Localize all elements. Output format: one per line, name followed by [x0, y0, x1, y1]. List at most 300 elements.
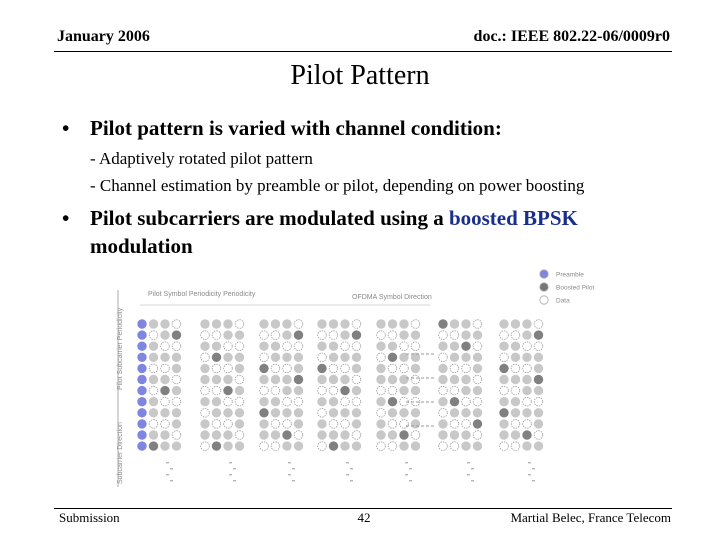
data-subcarrier	[377, 397, 386, 406]
data-subcarrier	[462, 386, 471, 395]
data-subcarrier	[212, 364, 221, 373]
data-subcarrier	[439, 342, 448, 351]
data-subcarrier	[235, 320, 244, 329]
index-mark	[288, 462, 291, 463]
legend-label: Boosted Pilot	[556, 284, 595, 292]
data-subcarrier	[439, 409, 448, 418]
top-left-label: Pilot Symbol Periodicity Periodicity	[148, 291, 256, 298]
data-subcarrier	[500, 442, 509, 451]
data-subcarrier	[149, 409, 158, 418]
data-subcarrier	[329, 409, 338, 418]
data-subcarrier	[511, 353, 520, 362]
preamble-subcarrier	[138, 386, 147, 395]
data-subcarrier	[388, 442, 397, 451]
data-subcarrier	[294, 442, 303, 451]
data-subcarrier	[283, 375, 292, 384]
data-subcarrier	[462, 409, 471, 418]
footer-divider	[54, 508, 672, 509]
data-subcarrier	[534, 353, 543, 362]
data-subcarrier	[511, 397, 520, 406]
data-subcarrier	[500, 375, 509, 384]
data-subcarrier	[388, 342, 397, 351]
data-subcarrier	[511, 375, 520, 384]
data-subcarrier	[283, 409, 292, 418]
data-subcarrier	[500, 320, 509, 329]
data-subcarrier	[534, 364, 543, 373]
data-subcarrier	[271, 386, 280, 395]
data-subcarrier	[388, 386, 397, 395]
data-subcarrier	[341, 320, 350, 329]
data-subcarrier	[260, 420, 269, 429]
data-subcarrier	[377, 342, 386, 351]
legend-swatch	[540, 296, 548, 304]
data-subcarrier	[283, 342, 292, 351]
data-subcarrier	[212, 331, 221, 340]
data-subcarrier	[172, 342, 181, 351]
legend-swatch	[540, 270, 548, 278]
data-subcarrier	[201, 364, 210, 373]
data-subcarrier	[400, 386, 409, 395]
bullet-dot: •	[62, 116, 70, 140]
preamble-subcarrier	[138, 364, 147, 373]
data-subcarrier	[511, 409, 520, 418]
data-subcarrier	[201, 331, 210, 340]
data-subcarrier	[450, 320, 459, 329]
boosted-pilot-subcarrier	[450, 397, 459, 406]
index-mark	[532, 480, 535, 481]
data-subcarrier	[400, 331, 409, 340]
data-subcarrier	[450, 342, 459, 351]
header-date: January 2006	[57, 28, 150, 45]
data-subcarrier	[500, 431, 509, 440]
data-subcarrier	[377, 431, 386, 440]
data-subcarrier	[411, 375, 420, 384]
legend-swatch	[540, 283, 548, 291]
data-subcarrier	[377, 320, 386, 329]
data-subcarrier	[439, 331, 448, 340]
data-subcarrier	[283, 420, 292, 429]
data-subcarrier	[235, 397, 244, 406]
index-mark	[166, 474, 169, 475]
data-subcarrier	[172, 364, 181, 373]
bullet-2-highlight: boosted BPSK	[448, 206, 578, 230]
header-divider	[54, 51, 672, 52]
data-subcarrier	[352, 353, 361, 362]
data-subcarrier	[235, 409, 244, 418]
header-doc-id: doc.: IEEE 802.22-06/0009r0	[473, 28, 670, 45]
data-subcarrier	[283, 442, 292, 451]
data-subcarrier	[201, 409, 210, 418]
data-subcarrier	[500, 420, 509, 429]
data-subcarrier	[341, 342, 350, 351]
data-subcarrier	[235, 331, 244, 340]
data-subcarrier	[224, 397, 233, 406]
data-subcarrier	[439, 375, 448, 384]
boosted-pilot-subcarrier	[341, 386, 350, 395]
data-subcarrier	[271, 331, 280, 340]
data-subcarrier	[172, 397, 181, 406]
data-subcarrier	[473, 342, 482, 351]
data-subcarrier	[352, 342, 361, 351]
data-subcarrier	[235, 431, 244, 440]
data-subcarrier	[294, 431, 303, 440]
data-subcarrier	[523, 331, 532, 340]
data-subcarrier	[411, 342, 420, 351]
data-subcarrier	[283, 353, 292, 362]
data-subcarrier	[400, 420, 409, 429]
data-subcarrier	[329, 353, 338, 362]
data-subcarrier	[511, 420, 520, 429]
data-subcarrier	[388, 375, 397, 384]
index-mark	[532, 468, 535, 469]
legend-label: Data	[556, 297, 570, 305]
data-subcarrier	[318, 409, 327, 418]
data-subcarrier	[212, 386, 221, 395]
data-subcarrier	[473, 353, 482, 362]
boosted-pilot-subcarrier	[388, 353, 397, 362]
data-subcarrier	[235, 353, 244, 362]
index-mark	[233, 480, 236, 481]
data-subcarrier	[172, 442, 181, 451]
data-subcarrier	[283, 320, 292, 329]
data-subcarrier	[377, 364, 386, 373]
top-label: OFDMA Symbol Direction	[352, 294, 432, 301]
index-mark	[528, 474, 531, 475]
data-subcarrier	[534, 320, 543, 329]
data-subcarrier	[400, 442, 409, 451]
footer-submission: Submission	[59, 510, 120, 525]
data-subcarrier	[523, 353, 532, 362]
data-subcarrier	[352, 364, 361, 373]
boosted-pilot-subcarrier	[260, 409, 269, 418]
boosted-pilot-subcarrier	[462, 342, 471, 351]
data-subcarrier	[201, 442, 210, 451]
boosted-pilot-subcarrier	[212, 442, 221, 451]
data-subcarrier	[377, 353, 386, 362]
preamble-subcarrier	[138, 331, 147, 340]
data-subcarrier	[500, 331, 509, 340]
data-subcarrier	[388, 320, 397, 329]
data-subcarrier	[473, 364, 482, 373]
data-subcarrier	[329, 431, 338, 440]
data-subcarrier	[388, 364, 397, 373]
data-subcarrier	[329, 320, 338, 329]
data-subcarrier	[224, 364, 233, 373]
data-subcarrier	[450, 442, 459, 451]
data-subcarrier	[271, 364, 280, 373]
data-subcarrier	[318, 331, 327, 340]
index-mark	[350, 480, 353, 481]
data-subcarrier	[523, 420, 532, 429]
data-subcarrier	[318, 353, 327, 362]
data-subcarrier	[352, 431, 361, 440]
data-subcarrier	[161, 375, 170, 384]
data-subcarrier	[318, 386, 327, 395]
data-subcarrier	[172, 386, 181, 395]
preamble-subcarrier	[138, 375, 147, 384]
data-subcarrier	[439, 397, 448, 406]
data-subcarrier	[329, 397, 338, 406]
data-subcarrier	[149, 353, 158, 362]
data-subcarrier	[260, 320, 269, 329]
data-subcarrier	[149, 320, 158, 329]
data-subcarrier	[411, 420, 420, 429]
data-subcarrier	[149, 364, 158, 373]
data-subcarrier	[352, 420, 361, 429]
index-mark	[405, 462, 408, 463]
sub-bullet-1: - Adaptively rotated pilot pattern	[90, 149, 313, 168]
boosted-pilot-subcarrier	[500, 364, 509, 373]
data-subcarrier	[149, 331, 158, 340]
data-subcarrier	[400, 364, 409, 373]
data-subcarrier	[462, 397, 471, 406]
data-subcarrier	[172, 409, 181, 418]
footer-page-number: 42	[357, 510, 371, 525]
bullet-dot: •	[62, 206, 70, 230]
data-subcarrier	[271, 342, 280, 351]
data-subcarrier	[161, 442, 170, 451]
data-subcarrier	[500, 386, 509, 395]
data-subcarrier	[511, 320, 520, 329]
data-subcarrier	[294, 397, 303, 406]
data-subcarrier	[462, 442, 471, 451]
data-subcarrier	[341, 331, 350, 340]
index-mark	[229, 462, 232, 463]
data-subcarrier	[294, 320, 303, 329]
data-subcarrier	[283, 397, 292, 406]
data-subcarrier	[329, 375, 338, 384]
data-subcarrier	[450, 386, 459, 395]
data-subcarrier	[271, 431, 280, 440]
data-subcarrier	[341, 375, 350, 384]
boosted-pilot-subcarrier	[224, 386, 233, 395]
data-subcarrier	[534, 397, 543, 406]
data-subcarrier	[511, 364, 520, 373]
data-subcarrier	[149, 342, 158, 351]
legend-label: Preamble	[556, 271, 584, 279]
data-subcarrier	[149, 386, 158, 395]
data-subcarrier	[329, 386, 338, 395]
index-mark	[467, 462, 470, 463]
data-subcarrier	[377, 442, 386, 451]
data-subcarrier	[161, 409, 170, 418]
data-subcarrier	[201, 420, 210, 429]
index-mark	[292, 468, 295, 469]
data-subcarrier	[235, 442, 244, 451]
slide-title: Pilot Pattern	[290, 60, 430, 91]
preamble-subcarrier	[138, 353, 147, 362]
bullet-1-text: Pilot pattern is varied with channel condition:	[90, 116, 502, 140]
data-subcarrier	[511, 331, 520, 340]
data-subcarrier	[439, 364, 448, 373]
data-subcarrier	[352, 375, 361, 384]
data-subcarrier	[400, 342, 409, 351]
boosted-pilot-subcarrier	[294, 375, 303, 384]
data-subcarrier	[294, 409, 303, 418]
data-subcarrier	[500, 342, 509, 351]
data-subcarrier	[294, 364, 303, 373]
data-subcarrier	[260, 397, 269, 406]
boosted-pilot-subcarrier	[523, 431, 532, 440]
data-subcarrier	[224, 320, 233, 329]
data-subcarrier	[411, 442, 420, 451]
data-subcarrier	[161, 342, 170, 351]
boosted-pilot-subcarrier	[294, 331, 303, 340]
data-subcarrier	[473, 320, 482, 329]
data-subcarrier	[511, 386, 520, 395]
data-subcarrier	[172, 420, 181, 429]
data-subcarrier	[377, 420, 386, 429]
data-subcarrier	[161, 397, 170, 406]
data-subcarrier	[500, 397, 509, 406]
data-subcarrier	[283, 386, 292, 395]
index-mark	[409, 480, 412, 481]
data-subcarrier	[260, 386, 269, 395]
data-subcarrier	[400, 320, 409, 329]
data-subcarrier	[352, 442, 361, 451]
data-subcarrier	[172, 320, 181, 329]
data-subcarrier	[450, 420, 459, 429]
data-subcarrier	[271, 409, 280, 418]
data-subcarrier	[201, 397, 210, 406]
data-subcarrier	[318, 397, 327, 406]
preamble-subcarrier	[138, 342, 147, 351]
data-subcarrier	[161, 320, 170, 329]
data-subcarrier	[212, 375, 221, 384]
data-subcarrier	[411, 364, 420, 373]
index-mark	[471, 480, 474, 481]
data-subcarrier	[224, 442, 233, 451]
data-subcarrier	[201, 342, 210, 351]
data-subcarrier	[534, 431, 543, 440]
data-subcarrier	[224, 420, 233, 429]
data-subcarrier	[523, 397, 532, 406]
index-mark	[346, 474, 349, 475]
data-subcarrier	[388, 331, 397, 340]
data-subcarrier	[201, 320, 210, 329]
data-subcarrier	[224, 409, 233, 418]
data-subcarrier	[462, 375, 471, 384]
data-subcarrier	[235, 342, 244, 351]
data-subcarrier	[411, 431, 420, 440]
data-subcarrier	[450, 431, 459, 440]
data-subcarrier	[172, 431, 181, 440]
boosted-pilot-subcarrier	[400, 431, 409, 440]
data-subcarrier	[352, 409, 361, 418]
boosted-pilot-subcarrier	[149, 442, 158, 451]
data-subcarrier	[523, 386, 532, 395]
data-subcarrier	[511, 442, 520, 451]
data-subcarrier	[212, 397, 221, 406]
data-subcarrier	[294, 386, 303, 395]
index-mark	[467, 474, 470, 475]
index-mark	[528, 462, 531, 463]
data-subcarrier	[341, 431, 350, 440]
data-subcarrier	[534, 420, 543, 429]
data-subcarrier	[260, 353, 269, 362]
data-subcarrier	[161, 331, 170, 340]
data-subcarrier	[172, 375, 181, 384]
boosted-pilot-subcarrier	[500, 409, 509, 418]
data-subcarrier	[377, 331, 386, 340]
preamble-subcarrier	[138, 442, 147, 451]
data-subcarrier	[172, 353, 181, 362]
data-subcarrier	[212, 342, 221, 351]
data-subcarrier	[523, 342, 532, 351]
data-subcarrier	[439, 353, 448, 362]
data-subcarrier	[450, 409, 459, 418]
data-subcarrier	[294, 353, 303, 362]
data-subcarrier	[534, 386, 543, 395]
index-mark	[350, 468, 353, 469]
data-subcarrier	[149, 431, 158, 440]
data-subcarrier	[388, 420, 397, 429]
data-subcarrier	[235, 420, 244, 429]
data-subcarrier	[462, 420, 471, 429]
index-mark	[233, 468, 236, 469]
preamble-subcarrier	[138, 431, 147, 440]
pilot-grid	[138, 320, 543, 482]
boosted-pilot-subcarrier	[534, 331, 543, 340]
data-subcarrier	[224, 375, 233, 384]
data-subcarrier	[271, 442, 280, 451]
data-subcarrier	[212, 420, 221, 429]
index-mark	[346, 462, 349, 463]
data-subcarrier	[352, 320, 361, 329]
bullet-2-text-before: Pilot subcarriers are modulated using a	[90, 206, 449, 230]
left-label-bottom: Subcarrier Direction	[117, 422, 124, 484]
preamble-subcarrier	[138, 420, 147, 429]
preamble-subcarrier	[138, 397, 147, 406]
data-subcarrier	[212, 431, 221, 440]
boosted-pilot-subcarrier	[329, 442, 338, 451]
data-subcarrier	[260, 342, 269, 351]
index-mark	[409, 468, 412, 469]
boosted-pilot-subcarrier	[388, 397, 397, 406]
data-subcarrier	[439, 442, 448, 451]
data-subcarrier	[212, 320, 221, 329]
data-subcarrier	[161, 420, 170, 429]
data-subcarrier	[450, 364, 459, 373]
data-subcarrier	[473, 375, 482, 384]
data-subcarrier	[235, 364, 244, 373]
data-subcarrier	[473, 331, 482, 340]
data-subcarrier	[473, 397, 482, 406]
boosted-pilot-subcarrier	[283, 431, 292, 440]
boosted-pilot-subcarrier	[352, 331, 361, 340]
data-subcarrier	[511, 431, 520, 440]
data-subcarrier	[271, 320, 280, 329]
data-subcarrier	[341, 442, 350, 451]
data-subcarrier	[294, 420, 303, 429]
data-subcarrier	[318, 431, 327, 440]
data-subcarrier	[271, 375, 280, 384]
pilot-pattern-figure	[100, 262, 620, 502]
data-subcarrier	[318, 342, 327, 351]
data-subcarrier	[450, 353, 459, 362]
data-subcarrier	[388, 409, 397, 418]
data-subcarrier	[224, 431, 233, 440]
data-subcarrier	[212, 409, 221, 418]
index-mark	[288, 474, 291, 475]
data-subcarrier	[201, 386, 210, 395]
data-subcarrier	[388, 431, 397, 440]
data-subcarrier	[341, 353, 350, 362]
data-subcarrier	[224, 331, 233, 340]
index-mark	[229, 474, 232, 475]
data-subcarrier	[235, 386, 244, 395]
data-subcarrier	[318, 375, 327, 384]
